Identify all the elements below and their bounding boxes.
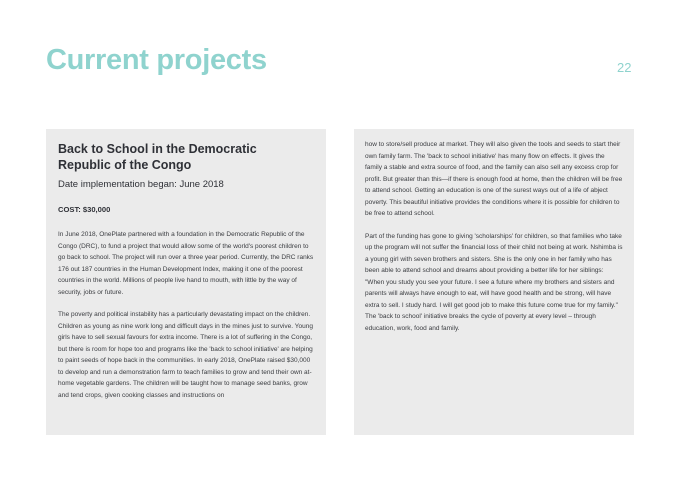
body-paragraph: The poverty and political instability has a particularly devastating impact on the children. Children as young as nine work long and difficult days in the mines just to survive. Young girls have to sell sexual favours for extra income. There is a lot of suffering in the Congo, but there is room for hope too and programs like the 'back to school initiative' are helping to paint seeds of hope back in the communities. In early 2018, OnePlate raised $30,000 to develop and run a demonstration farm to teach families to grow and tend their own at-home vegetable gardens. The children will be taught how to manage seed banks, grow and tend crops, given cooking classes and instructions on xyxy=(58,311,313,399)
project-title-line-1: Back to School in the Democratic xyxy=(58,142,257,156)
body-paragraph: how to store/sell produce at market. They will also given the tools and seeds to start their own family farm. The 'back to school initiative' has many flow on effects. It gives the family a stable and extra source of food, and the family can also sell any excess crop for profit. But greater than this—if there is enough food at home, then the children will be free to attend school. Getting an education is one of the surest ways out of a life of abject poverty. This beautiful initiative provides the conditions where it is possible for children to be free to attend school. xyxy=(365,141,623,217)
project-card-right xyxy=(354,129,634,435)
page-number: 22 xyxy=(617,60,632,75)
project-cost: COST: $30,000 xyxy=(58,205,111,214)
page-title: Current projects xyxy=(46,44,267,76)
project-title-line-2: Republic of the Congo xyxy=(58,158,192,172)
project-title xyxy=(58,141,315,173)
project-date: Date implementation began: June 2018 xyxy=(58,179,224,190)
body-paragraph: In June 2018, OnePlate partnered with a foundation in the Democratic Republic of the Congo (DRC), to fund a project that would allow some of the world's poorest children to go back to school. The project will run over a three year period. Currently, the DRC ranks 176 out 187 countries in the Human Development Index, making it one of the poorest countries in the world. Millions of people live hand to mouth, with little by the way of security, jobs or future. xyxy=(58,231,314,296)
project-card-left xyxy=(46,129,326,435)
body-paragraph: Part of the funding has gone to giving 'scholarships' for children, so that families who take up the program will not suffer the financial loss of their child not being at work. Nshimba is a young girl with seven brothers and sisters. She is the only one in her family who has been able to attend school and dreams about providing a better life for her siblings: "When you study you see your future. I see a future where my brothers and sisters and parents will always have enough to eat, will have good health and be strong, will have extra to sell. I study hard. I will get good job to make this future come true for my family." The 'back to school' initiative breaks the cycle of poverty at every level – through education, work, food and family. xyxy=(365,232,623,332)
